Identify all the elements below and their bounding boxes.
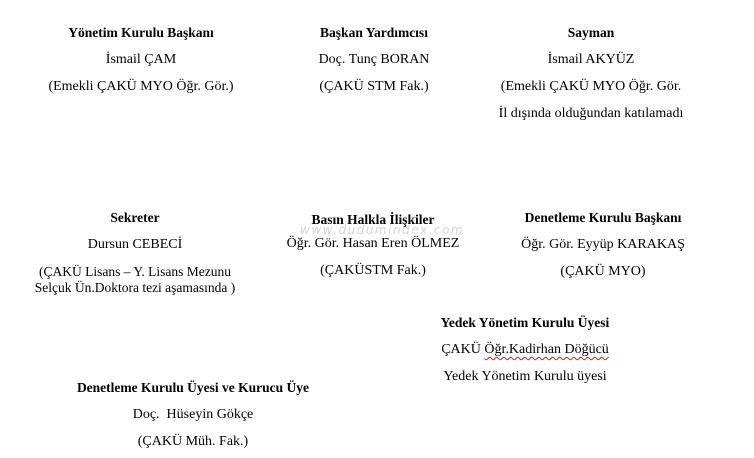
press-relations-block (260, 211, 486, 280)
substitute-member-title: Yedek Yönetim Kurulu Üyesi (440, 315, 610, 330)
secretary-block (14, 209, 256, 296)
chairman-name: İsmail ÇAM (105, 52, 177, 67)
chairman-block (20, 24, 262, 96)
press-relations-name: Öğr. Gör. Hasan Eren ÖLMEZ (286, 236, 460, 251)
vice-chairman-title: Başkan Yardımcısı (320, 25, 428, 40)
audit-member-block (50, 379, 336, 451)
audit-member-detail: (ÇAKÜ Müh. Fak.) (137, 434, 249, 449)
treasurer-block (474, 24, 708, 123)
watermark-text: www.dudumindex.com (300, 223, 465, 237)
audit-member-title: Denetleme Kurulu Üyesi ve Kurucu Üye (76, 380, 310, 395)
treasurer-detail: (Emekli ÇAKÜ MYO Öğr. Gör. (500, 79, 682, 94)
substitute-member-detail: Yedek Yönetim Kurulu üyesi (443, 369, 607, 384)
audit-member-name: Doç. Hüseyin Gökçe (132, 407, 254, 422)
audit-chairman-detail: (ÇAKÜ MYO) (560, 264, 646, 279)
secretary-title: Sekreter (110, 210, 160, 225)
treasurer-title: Sayman (567, 25, 615, 40)
substitute-member-block (412, 314, 638, 386)
chairman-detail: (Emekli ÇAKÜ MYO Öğr. Gör.) (48, 79, 234, 94)
secretary-detail-note: Selçuk Ün.Doktora tezi aşamasında ) (34, 280, 236, 295)
audit-chairman-title: Denetleme Kurulu Başkanı (524, 210, 682, 225)
treasurer-detail-note: İl dışında olduğundan katılamadı (498, 106, 684, 121)
treasurer-name: İsmail AKYÜZ (547, 52, 635, 67)
vice-chairman-block (282, 24, 466, 96)
secretary-detail: (ÇAKÜ Lisans – Y. Lisans Mezunu (39, 264, 231, 279)
audit-chairman-name: Öğr. Gör. Eyyüp KARAKAŞ (521, 237, 685, 252)
substitute-member-name-prefix: ÇAKÜ (441, 342, 485, 357)
press-relations-detail: (ÇAKÜSTM Fak.) (320, 263, 426, 278)
secretary-name: Dursun CEBECİ (87, 237, 183, 252)
substitute-member-name-underlined: Öğr.Kadirhan Döğücü (484, 342, 609, 357)
press-relations-title: Basın Halkla İlişkiler (311, 212, 435, 227)
substitute-member-name (412, 341, 638, 359)
chairman-title: Yönetim Kurulu Başkanı (68, 25, 214, 40)
audit-chairman-block (490, 209, 716, 281)
vice-chairman-detail: (ÇAKÜ STM Fak.) (319, 79, 429, 94)
vice-chairman-name: Doç. Tunç BORAN (318, 52, 430, 67)
